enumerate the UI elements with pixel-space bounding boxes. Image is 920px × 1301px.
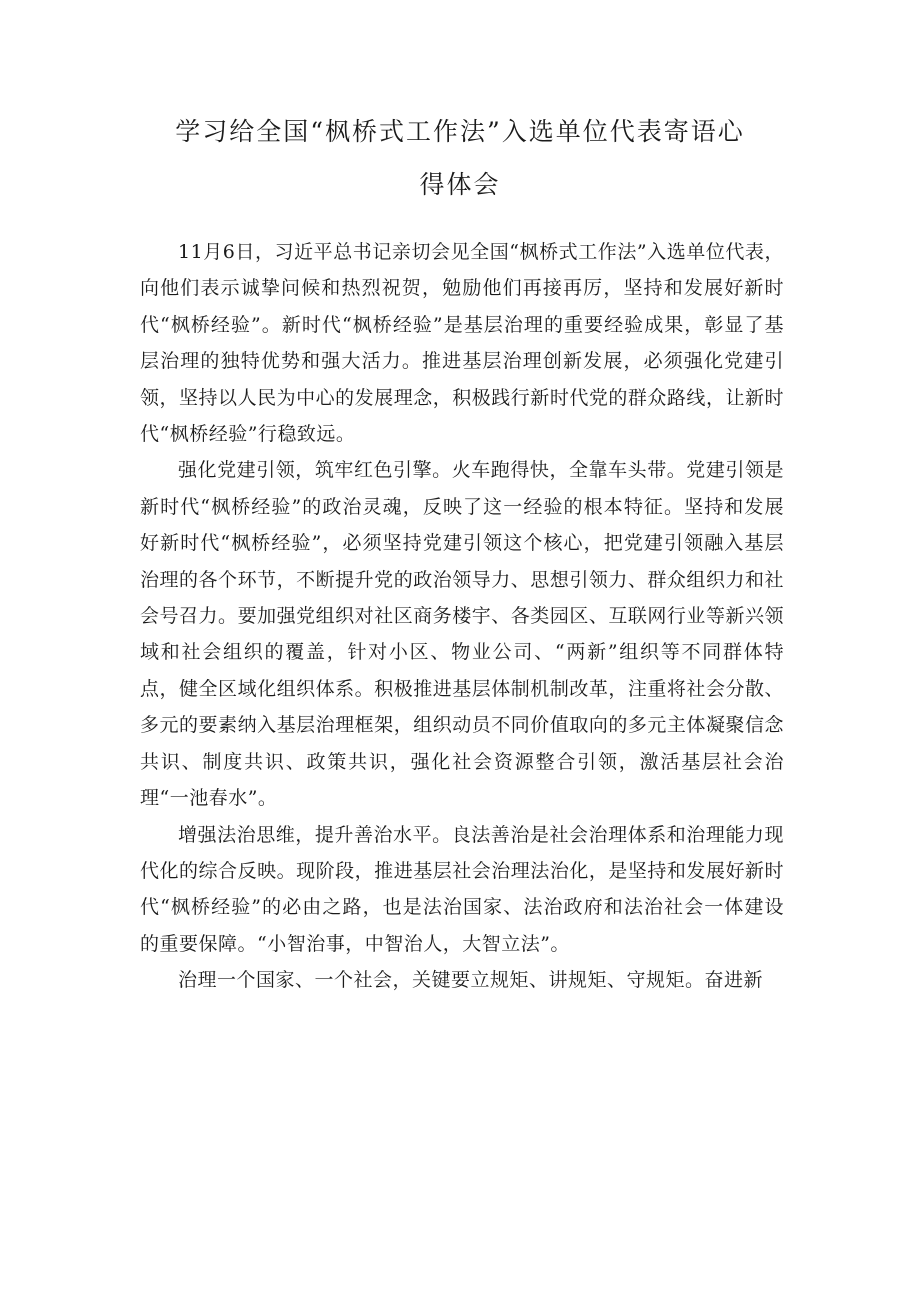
paragraph-rules: 治理一个国家、一个社会，关键要立规矩、讲规矩、守规矩。奋进新 (178, 969, 764, 992)
paragraph-intro: 11月6日，习近平总书记亲切会见全国“枫桥式工作法”入选单位代表，向他们表示诚挚问候和热烈祝贺，勉励他们再接再厉，坚持和发展好新时代“枫桥经验”。新时代“枫桥经验”是基层治理的重要经验成果，彰显了基层治理的独特优势和强大活力。推进基层治理创新发展，必须强化党建引领，坚持以人民为中心的发展理念，积极践行新时代党的群众路线，让新时代“枫桥经验”行稳致远。 (140, 241, 784, 446)
paragraph-party-leadership: 强化党建引领，筑牢红色引擎。火车跑得快，全靠车头带。党建引领是新时代“枫桥经验”的政治灵魂，反映了这一经验的根本特征。坚持和发展好新时代“枫桥经验”，必须坚持党建引领这个核心，把党建引领融入基层治理的各个环节，不断提升党的政治领导力、思想引领力、群众组织力和社会号召力。要加强党组织对社区商务楼宇、各类园区、互联网行业等新兴领域和社会组织的覆盖，针对小区、物业公司、“两新”组织等不同群体特点，健全区域化组织体系。积极推进基层体制机制改革，注重将社会分散、多元的要素纳入基层治理框架，组织动员不同价值取向的多元主体凝聚信念共识、制度共识、政策共识，强化社会资源整合引领，激活基层社会治理“一池春水”。 (140, 459, 784, 810)
document-title-line-2: 得体会 (419, 170, 501, 199)
document-body (140, 234, 784, 999)
document-title-line-1: 学习给全国“枫桥式工作法”入选单位代表寄语心 (175, 117, 745, 146)
paragraph-rule-of-law: 增强法治思维，提升善治水平。良法善治是社会治理体系和治理能力现代化的综合反映。现阶段，推进基层社会治理法治化，是坚持和发展好新时代“枫桥经验”的必由之路，也是法治国家、法治政府和法治社会一体建设的重要保障。“小智治事，中智治人，大智立法”。 (140, 823, 784, 955)
